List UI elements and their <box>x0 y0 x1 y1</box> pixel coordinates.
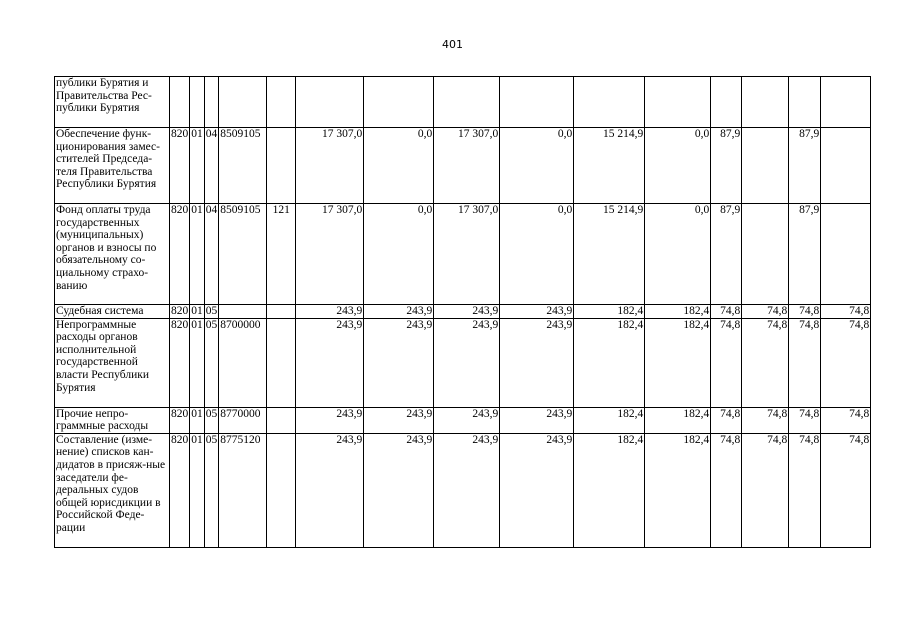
cell: 01 <box>190 204 205 305</box>
cell: 74,8 <box>789 305 821 319</box>
cell: 74,8 <box>711 318 742 407</box>
cell: 243,9 <box>500 305 574 319</box>
row-name: Фонд оплаты труда государственных (муниципальных) органов и взносы по обязательному со-циальному страхо-ванию <box>55 204 170 305</box>
cell <box>364 77 434 128</box>
table-row <box>55 204 871 305</box>
table-row <box>55 407 871 433</box>
cell: 8770000 <box>219 407 267 433</box>
cell: 01 <box>190 318 205 407</box>
cell: 182,4 <box>645 407 711 433</box>
cell <box>821 204 871 305</box>
cell <box>267 305 296 319</box>
table-row <box>55 318 871 407</box>
cell: 8509105 <box>219 128 267 204</box>
cell <box>742 128 789 204</box>
cell: 0,0 <box>645 128 711 204</box>
row-name: Непрограммные расходы органов исполнительной государственной власти Республики Бурятия <box>55 318 170 407</box>
cell: 74,8 <box>789 318 821 407</box>
cell <box>296 77 364 128</box>
cell: 243,9 <box>364 433 434 547</box>
cell: 243,9 <box>364 407 434 433</box>
cell <box>645 77 711 128</box>
row-name: Составление (изме-нение) списков кан-дидатов в присяж-ные заседатели фе-деральных судов общей юрисдикции в Российской Феде-рации <box>55 433 170 547</box>
cell: 820 <box>170 204 190 305</box>
cell: 0,0 <box>364 128 434 204</box>
cell: 87,9 <box>711 204 742 305</box>
cell <box>267 407 296 433</box>
cell: 74,8 <box>742 433 789 547</box>
cell: 243,9 <box>500 318 574 407</box>
cell: 17 307,0 <box>296 128 364 204</box>
cell: 8775120 <box>219 433 267 547</box>
cell: 01 <box>190 128 205 204</box>
cell: 17 307,0 <box>296 204 364 305</box>
cell: 74,8 <box>821 433 871 547</box>
cell: 182,4 <box>645 305 711 319</box>
cell: 243,9 <box>364 305 434 319</box>
cell: 74,8 <box>742 318 789 407</box>
cell: 74,8 <box>742 407 789 433</box>
cell <box>821 128 871 204</box>
cell <box>267 433 296 547</box>
cell: 74,8 <box>821 318 871 407</box>
cell: 05 <box>204 318 219 407</box>
cell: 243,9 <box>434 407 500 433</box>
cell: 17 307,0 <box>434 204 500 305</box>
cell: 243,9 <box>500 433 574 547</box>
budget-table <box>54 76 871 548</box>
cell <box>434 77 500 128</box>
cell <box>742 77 789 128</box>
cell: 74,8 <box>821 305 871 319</box>
cell: 121 <box>267 204 296 305</box>
cell: 74,8 <box>711 305 742 319</box>
cell: 243,9 <box>434 305 500 319</box>
cell: 87,9 <box>711 128 742 204</box>
cell: 243,9 <box>500 407 574 433</box>
cell: 243,9 <box>364 318 434 407</box>
cell <box>267 128 296 204</box>
cell: 182,4 <box>574 305 645 319</box>
cell: 182,4 <box>645 433 711 547</box>
cell: 820 <box>171 305 189 317</box>
page-number: 401 <box>442 38 463 51</box>
cell: 0,0 <box>645 204 711 305</box>
cell: 182,4 <box>574 433 645 547</box>
cell: 87,9 <box>789 204 821 305</box>
cell: 182,4 <box>574 407 645 433</box>
cell: 820 <box>170 407 190 433</box>
table-row <box>55 305 871 319</box>
cell: 15 214,9 <box>574 204 645 305</box>
row-name: Обеспечение функ-ционирования замес-стителей Председа-теля Правительства Республики Бурятия <box>55 128 170 204</box>
cell <box>204 77 219 128</box>
cell: 8509105 <box>219 204 267 305</box>
cell: 243,9 <box>296 318 364 407</box>
cell: 74,8 <box>789 433 821 547</box>
cell: 05 <box>204 407 219 433</box>
cell: 243,9 <box>434 433 500 547</box>
cell: 74,8 <box>821 407 871 433</box>
cell: 04 <box>204 204 219 305</box>
cell: 182,4 <box>645 318 711 407</box>
row-name: Судебная система <box>55 305 170 319</box>
table-row <box>55 128 871 204</box>
cell: 243,9 <box>296 305 364 319</box>
cell <box>821 77 871 128</box>
cell: 01 <box>191 305 203 317</box>
table-body <box>55 77 871 548</box>
cell <box>267 77 296 128</box>
cell: 74,8 <box>742 305 789 319</box>
cell: 74,8 <box>711 433 742 547</box>
cell: 05 <box>205 305 218 317</box>
cell: 05 <box>204 433 219 547</box>
cell: 01 <box>190 433 205 547</box>
cell <box>219 77 267 128</box>
cell <box>789 77 821 128</box>
cell <box>500 77 574 128</box>
cell: 0,0 <box>500 128 574 204</box>
cell: 182,4 <box>574 318 645 407</box>
row-name: Прочие непро-граммные расходы <box>55 407 170 433</box>
cell: 243,9 <box>296 433 364 547</box>
cell: 8700000 <box>219 318 267 407</box>
cell: 243,9 <box>434 318 500 407</box>
cell: 0,0 <box>500 204 574 305</box>
cell: 820 <box>170 318 190 407</box>
cell: 74,8 <box>711 407 742 433</box>
cell: 243,9 <box>296 407 364 433</box>
cell <box>742 204 789 305</box>
row-name: публики Бурятия и Правительства Рес-публики Бурятия <box>55 77 170 128</box>
cell: 15 214,9 <box>574 128 645 204</box>
cell: 0,0 <box>364 204 434 305</box>
cell <box>574 77 645 128</box>
cell: 74,8 <box>789 407 821 433</box>
cell: 820 <box>170 128 190 204</box>
cell: 820 <box>170 433 190 547</box>
cell: 04 <box>204 128 219 204</box>
table-row <box>55 77 871 128</box>
cell <box>711 77 742 128</box>
cell <box>170 77 190 128</box>
cell: 87,9 <box>789 128 821 204</box>
cell: 01 <box>190 407 205 433</box>
cell: 17 307,0 <box>434 128 500 204</box>
cell <box>219 305 267 319</box>
cell <box>190 77 205 128</box>
cell <box>267 318 296 407</box>
table-row <box>55 433 871 547</box>
